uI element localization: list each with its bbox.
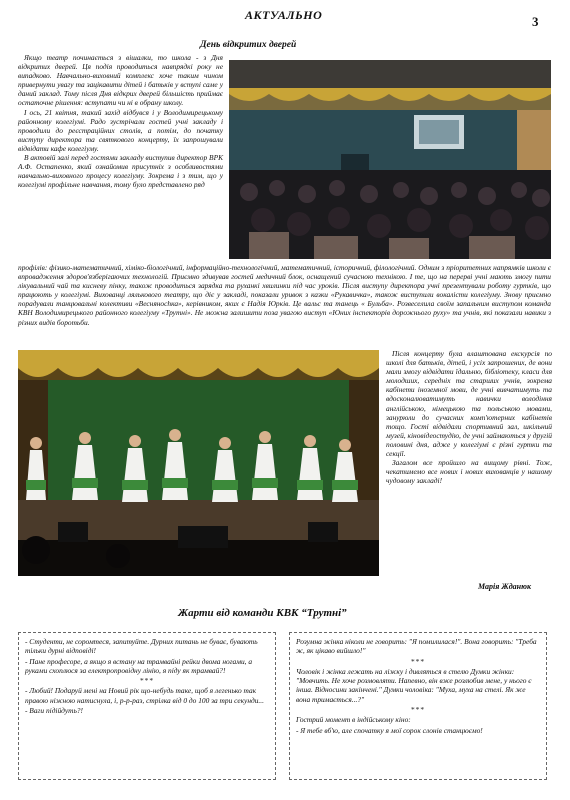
joke-line: - Студенти, не соромтеся, запитуйте. Дурних питань не буває, бувають тільки дурні відповіді! [25,637,258,656]
jokes-right-box [289,632,547,780]
joke-line: Розумна жінка ніколи не говорить: "Я помилилася!". Вона говорить: "Треба ж, як цікаво вийшло!" [296,637,537,656]
joke-line: - Пане професоре, а якщо я встану на трамвайні рейки двома ногами, а руками схоплюся за електропровідну лінію, я піду як трамвай?! [25,656,253,675]
joke-separator: *** [410,705,426,715]
article-paragraph: І ось, 21 квітня, такий захід відбувся і у Володимирецькому районному колегіумі. Радо зустрічали гостей учні закладу і проводили до реєстраційних столів, а потім, до початку виступу директора та святкового концерту, їх запрошували відвідати кафе колегіуму. [18,107,223,153]
joke-line: Гострий момент в індійському кіно: [296,715,411,725]
joke-separator: *** [139,676,155,686]
article-left-column [18,53,223,189]
article-wide-text: профілів: фізико-математичний, хіміко-біологічний, інформаційно-технологічний, математичний, історичний, філологічний. Одним з пріоритетних напрямків школи є впровадження здоров'язберігаючих технологій. Приємно здивував гостей медичний блок, оснащений сучасною технікою. І те, що на перерві учні мають змогу пити лікувальний чай та кисневу пінку, також проводиться зарядка та руханкі хвилинки під час уроків. Після виступу директора учні презентували роботу гуртків, що працюють у колегіумі. Вихованці лялькового театру, що діє у закладі, показали уривок з казки «Рукавичка», також виступили вокалісти колегіуму. Знову приємно порадували танцювальні колективи «Веснянochка», керівником, яких є Надія Юрків. Це вальс та танець « Бульба». Розвеселила своїм запальним виступом команда КВН Володимирецького районного колегіуму «Трутні». Не можна залишити поза увагою виступ «Юних інспекторів дорожнього руху» та учнів, які показали навики з різних видів боротьби. [18,263,551,327]
stage-dance-photo [18,350,379,576]
article-paragraph: Якщо театр починається з вішалки, то школа - з Дня відкритих дверей. Ця подія проводиться навпрядкі року не випадково. Навчально-виховний комплекс хоче таким чином привернути увагу та зацікавити дітей і батьків у вступі саме у даний заклад. Тому після Дня відкрих дверей більшість приймає остаточне рішення: вступати чи ні в обрану школу. [18,53,223,108]
joke-line: - Я тебе вб'ю, але спочатку я мої сорок слонів станцюємо! [296,725,483,735]
article-paragraph: Після концерту була влаштована екскурсія по школі для батьків, дітей, і усіх запрошених, де вони мали змогу відвідати їдальню, бібліотеку, класи для молодших, середніх та старших учнів, зокрема кабінети іноземної мови, де учні вивчатимуть та вдосконалюватимуть навички володіння англійською, німецькою та польською мовами, занурюли до сучасних комп'ютерних кабінетів тощо. Гості відвідали спортивний зал, шкільний музей, кіновідеостудію, де учні займаються у другій половині дня, адже у колегіумі є різні гуртки та секції. [386,349,552,459]
section-header: АКТУАЛЬНО [245,8,323,22]
article-right-column [386,349,552,485]
article-paragraph: Загалом все пройшло на вищому рівні. Тож, чекатимемо все нових і нових вихованців у нашому чудовому закладі! [386,458,552,486]
jokes-left-box [18,632,276,780]
article-paragraph: В актовій залі перед гостями закладу виступив директор ВРК А.Ф. Остапенко, який ознайомив присутніх з особливостями навчально-виховного процесу колегіуму. Зокрема і з тим, що у колегіумі профільне навчання, тому було представлено ряд [18,153,223,190]
joke-line: Чоловік і жінка лежать на ліжку і дивляться в стелю Думки жінки: "Мовчить. Не хоче розмовляти. Напевно, він вже розлюбив мене, у нього є інша. Відносини закінчені." Думки чоловіка: "Муха, муха на стелі. Як же вона тримається...?" [296,666,532,704]
page-number: 3 [532,14,539,29]
joke-line: - Любий! Подаруй мені на Новий рік що-небудь таке, щоб я легенько так правою ніжною натиснула, і, р-р-раз, стрілка від 0 до 100 за три секунди... [25,686,264,705]
jokes-title: Жарти від команди КВК “Трутні” [178,607,347,619]
article-title: День відкритих дверей [200,40,297,50]
joke-separator: *** [410,656,426,666]
hall-photo [229,60,551,259]
article-author: Марія Жданюк [478,582,531,591]
joke-line: - Ваги підійдуть?! [25,706,83,716]
